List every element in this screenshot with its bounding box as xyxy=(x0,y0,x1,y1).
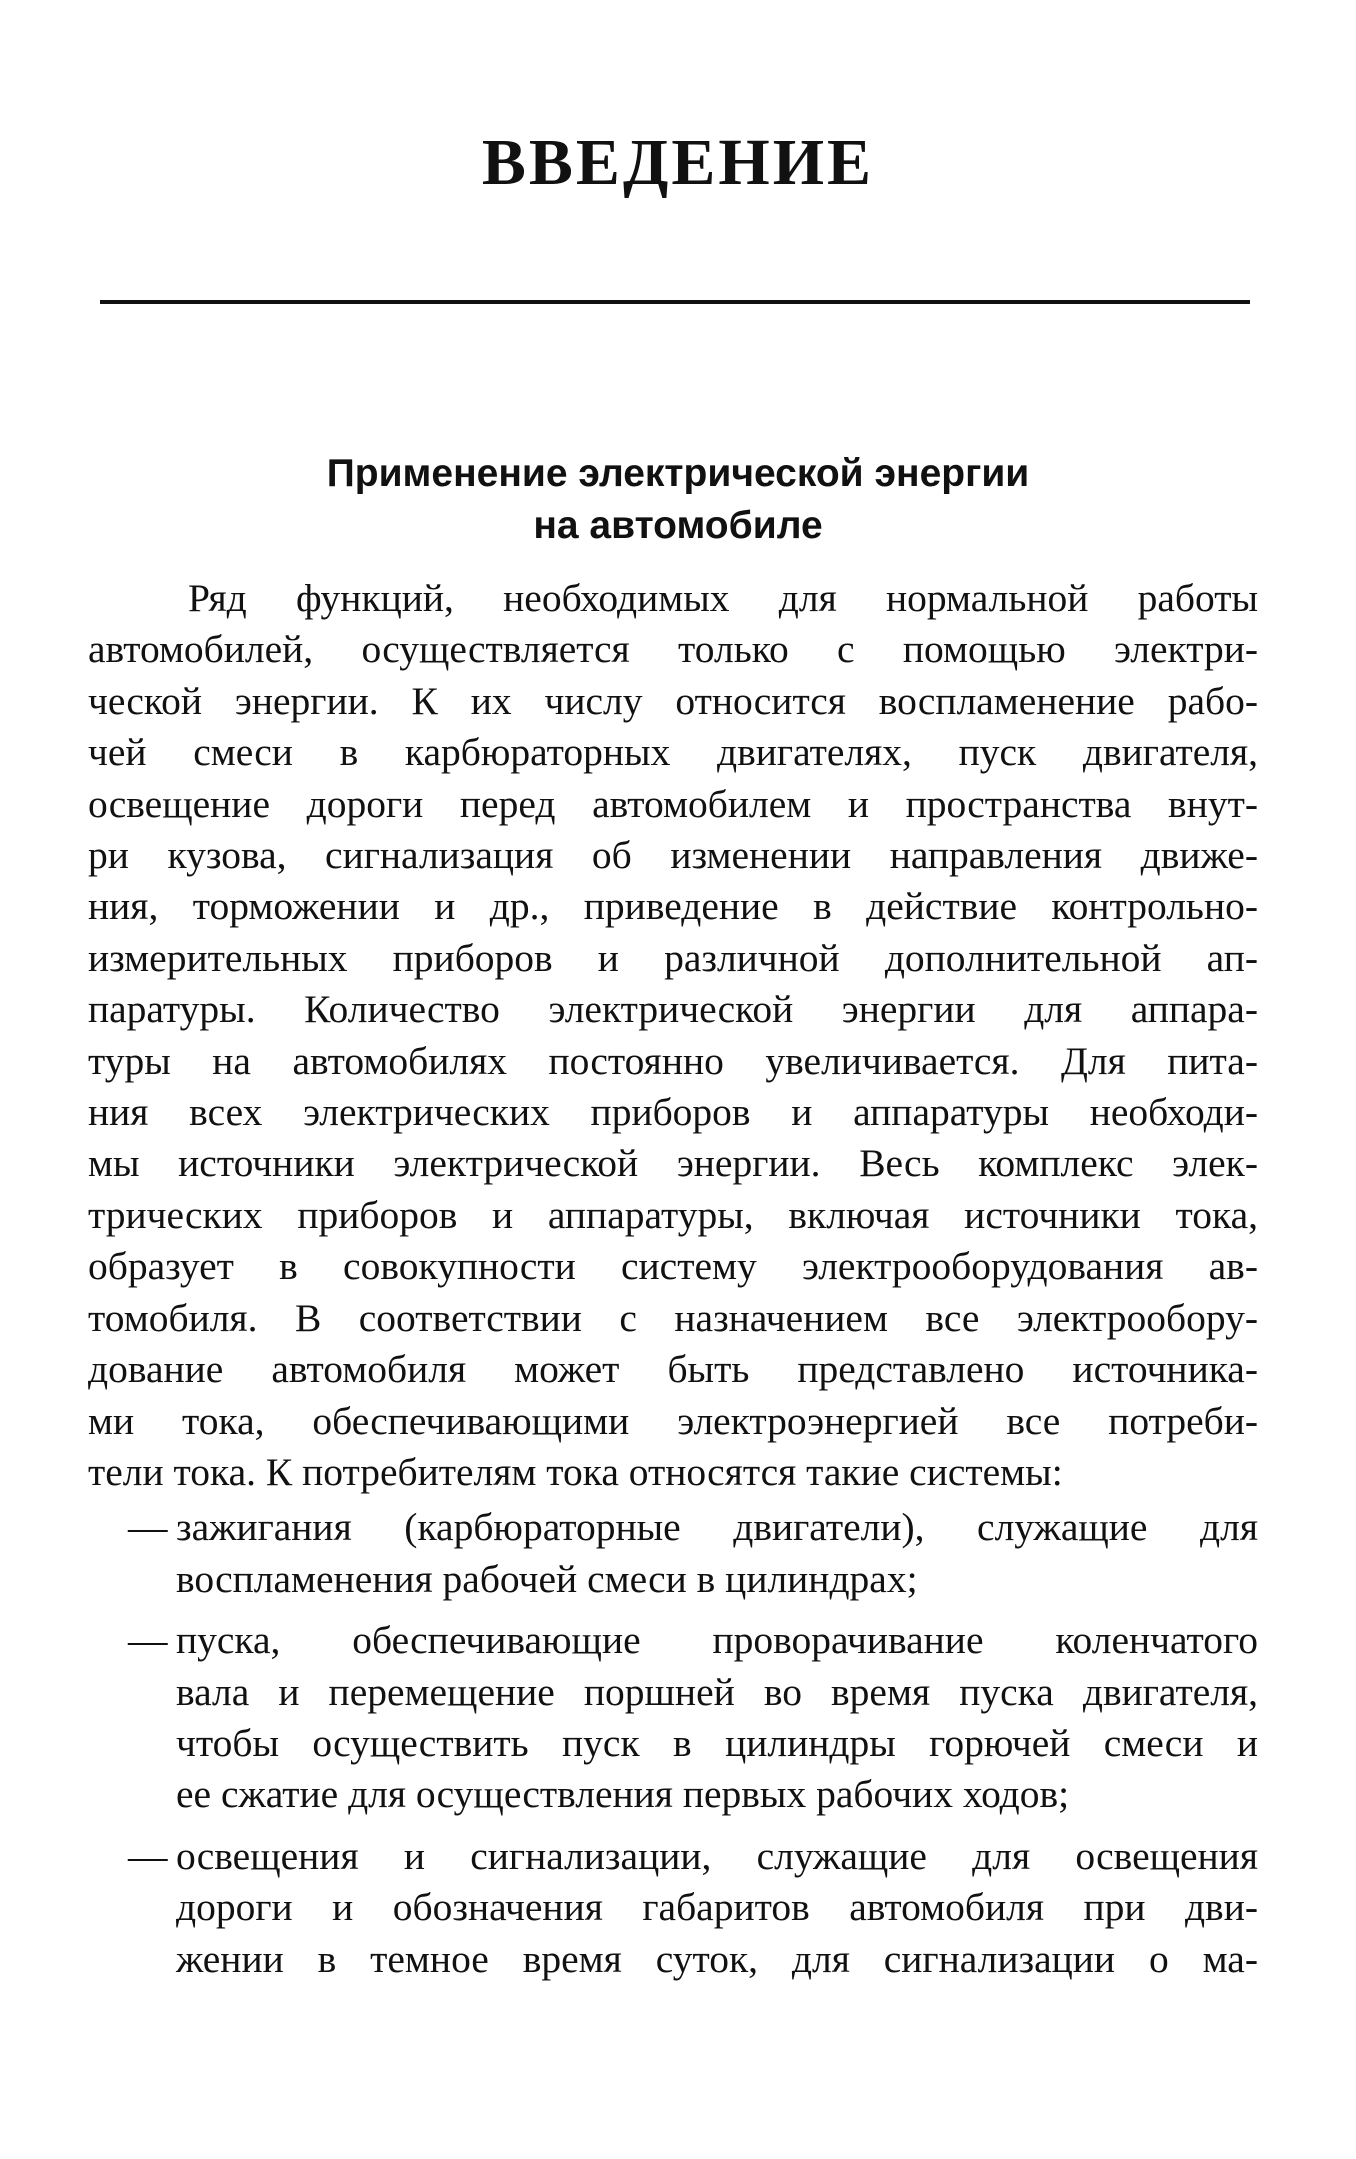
paragraph-line: паратуры. Количество электрической энергии для аппара- xyxy=(88,987,1258,1032)
paragraph-line: ри кузова, сигнализация об изменении направления движе- xyxy=(88,833,1258,878)
list-item-lighting xyxy=(88,1831,1258,1985)
paragraph-line: мы источники электрической энергии. Весь комплекс элек- xyxy=(88,1141,1258,1186)
section-title-line-1: Применение электрической энергии xyxy=(326,452,1030,495)
list-item-line: пуска, обеспечивающие проворачивание коленчатого xyxy=(176,1618,1258,1663)
body-text xyxy=(88,573,1258,1985)
list-item-line: дороги и обозначения габаритов автомобиля при дви- xyxy=(176,1885,1258,1930)
list-item-line: вала и перемещение поршней во время пуска двигателя, xyxy=(176,1669,1258,1714)
paragraph-line: измерительных приборов и различной дополнительной ап- xyxy=(88,935,1258,980)
paragraph-line: тели тока. К потребителям тока относятся такие системы: xyxy=(88,1449,1063,1494)
paragraph-line: чей смеси в карбюраторных двигателях, пуск двигателя, xyxy=(88,730,1258,775)
chapter-title: ВВЕДЕНИЕ xyxy=(481,126,875,199)
title-divider-rule xyxy=(100,300,1250,304)
paragraph-line: томобиля. В соответствии с назначением все электрообору- xyxy=(88,1295,1258,1340)
paragraph-line: дование автомобиля может быть представлено источника- xyxy=(88,1347,1258,1392)
paragraph-line: туры на автомобилях постоянно увеличивается. Для пита- xyxy=(88,1038,1258,1083)
paragraph-line: автомобилей, осуществляется только с помощью электри- xyxy=(88,627,1258,672)
list-item-line: жении в темное время суток, для сигнализации о ма- xyxy=(176,1936,1258,1981)
list-dash: — xyxy=(128,1618,168,1663)
paragraph-line: освещение дороги перед автомобилем и пространства внут- xyxy=(88,781,1258,826)
list-dash: — xyxy=(128,1505,168,1550)
list-item-line: чтобы осуществить пуск в цилиндры горючей смеси и xyxy=(176,1720,1258,1765)
intro-paragraph xyxy=(88,573,1258,1498)
list-item-line: ее сжатие для осуществления первых рабочих ходов; xyxy=(176,1772,1070,1817)
list-dash: — xyxy=(128,1833,168,1878)
list-item-line: воспламенения рабочей смеси в цилиндрах; xyxy=(176,1556,918,1601)
paragraph-line: Ряд функций, необходимых для нормальной работы xyxy=(188,576,1258,620)
list-item-starting xyxy=(88,1615,1258,1821)
list-item-ignition xyxy=(88,1502,1258,1605)
paragraph-line: ческой энергии. К их числу относится воспламенение рабо- xyxy=(88,678,1258,723)
paragraph-line: ми тока, обеспечивающими электроэнергией все потреби- xyxy=(88,1398,1258,1443)
list-item-line: освещения и сигнализации, служащие для освещения xyxy=(176,1833,1258,1878)
section-title xyxy=(0,448,1356,552)
consumer-systems-list xyxy=(88,1502,1258,1985)
paragraph-line: ния, торможении и др., приведение в действие контрольно- xyxy=(88,884,1258,929)
paragraph-line: образует в совокупности систему электрооборудования ав- xyxy=(88,1244,1258,1289)
paragraph-line: ния всех электрических приборов и аппаратуры необходи- xyxy=(88,1090,1258,1135)
paragraph-line: трических приборов и аппаратуры, включая источники тока, xyxy=(88,1192,1258,1237)
list-item-line: зажигания (карбюраторные двигатели), служащие для xyxy=(176,1505,1258,1550)
section-title-line-2: на автомобиле xyxy=(533,504,823,547)
